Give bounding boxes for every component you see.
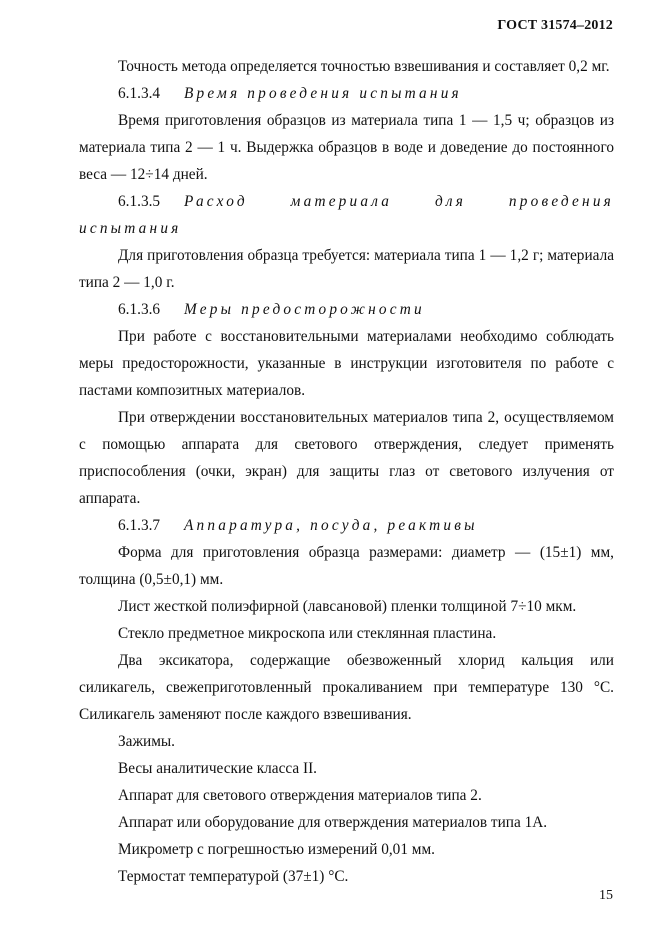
paragraph-desiccators: Два эксикатора, содержащие обезвоженный хлорид кальция или силикагель, свежеприготовленный прокаливанием при температуре 130 °С. Силикагель заменяют после каждого взвешивания. [79,652,614,723]
paragraph-precautions-1: При работе с восстановительными материалами необходимо соблюдать меры предосторожности, указанные в инструкции изготовителя по работе с пастами композитных материалов. [79,328,614,399]
section-heading-6-1-3-6 [79,296,614,323]
section-heading-6-1-3-5 [79,188,614,242]
paragraph-film: Лист жесткой полиэфирной (лавсановой) пленки толщиной 7÷10 мкм. [118,598,577,615]
section-number: 6.1.3.7 [118,517,161,534]
paragraph-accuracy: Точность метода определяется точностью взвешивания и составляет 0,2 мг. [118,58,610,75]
section-number: 6.1.3.5 [118,193,161,210]
paragraph-light-curing-device: Аппарат для светового отверждения материалов типа 2. [118,787,482,804]
paragraph-curing-equipment: Аппарат или оборудование для отверждения материалов типа 1А. [118,814,548,831]
section-title: Меры предосторожности [184,301,425,318]
paragraph-clamps: Зажимы. [118,733,175,750]
paragraph-micrometer: Микрометр с погрешностью измерений 0,01 мм. [118,841,435,858]
section-heading-6-1-3-7 [79,512,614,539]
page-number: 15 [599,888,613,903]
section-number: 6.1.3.4 [118,85,161,102]
paragraph-mold: Форма для приготовления образца размерами: диаметр — (15±1) мм, толщина (0,5±0,1) мм. [79,544,614,588]
section-title: Расход материала для проведения испытания [79,193,614,237]
section-title: Время проведения испытания [184,85,462,102]
paragraph-thermostat: Термостат температурой (37±1) °С. [118,868,349,885]
paragraph-glass: Стекло предметное микроскопа или стеклянная пластина. [118,625,497,642]
paragraph-precautions-2: При отверждении восстановительных материалов типа 2, осуществляемом с помощью аппарата для светового отверждения, следует применять приспособления (очки, экран) для защиты глаз от светового излучения от аппарата. [79,409,614,507]
document-body [79,53,614,890]
section-number: 6.1.3.6 [118,301,161,318]
document-header: ГОСТ 31574–2012 [497,18,613,33]
paragraph-material-consumption: Для приготовления образца требуется: материала типа 1 — 1,2 г; материала типа 2 — 1,0 г. [79,247,614,291]
section-heading-6-1-3-4 [79,80,614,107]
paragraph-scales: Весы аналитические класса II. [118,760,317,777]
section-title: Аппаратура, посуда, реактивы [184,517,478,534]
paragraph-test-time: Время приготовления образцов из материала типа 1 — 1,5 ч; образцов из материала типа 2 — 1 ч. Выдержка образцов в воде и доведение до постоянного веса — 12÷14 дней. [79,112,614,183]
